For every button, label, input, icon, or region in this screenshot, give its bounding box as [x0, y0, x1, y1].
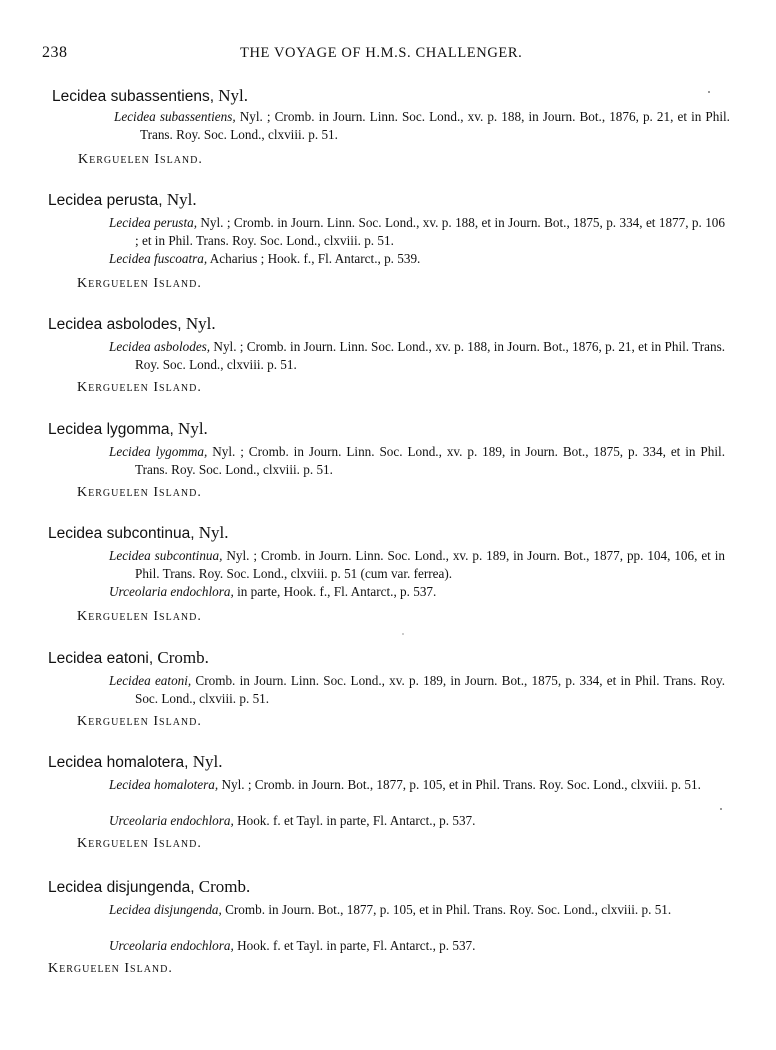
locality: Kerguelen Island.	[77, 276, 202, 291]
locality: Kerguelen Island.	[77, 380, 202, 395]
species-heading	[48, 190, 197, 210]
citation-text: Nyl. ; Cromb. in Journ. Linn. Soc. Lond., xv. p. 188, in Journ. Bot., 1876, p. 21, et in Phil. Trans. Roy. Soc. Lond., clxviii. p. 51.	[140, 109, 730, 142]
locality: Kerguelen Island.	[77, 609, 202, 624]
species-heading	[52, 86, 248, 106]
species-author: Nyl.	[194, 523, 229, 542]
scan-speck	[720, 808, 722, 810]
citation-text: Nyl. ; Cromb. in Journ. Bot., 1877, p. 105, et in Phil. Trans. Roy. Soc. Lond., clxviii. p. 51.	[218, 777, 701, 792]
species-name: Lecidea disjungenda,	[48, 879, 195, 896]
citation-text: Acharius ; Hook. f., Fl. Antarct., p. 539.	[207, 251, 421, 266]
citation-synonym: Lecidea subassentiens,	[114, 109, 236, 124]
citation	[109, 443, 725, 479]
species-name: Lecidea perusta,	[48, 192, 163, 209]
citation-synonym: Urceolaria endochlora,	[109, 813, 234, 828]
citation	[109, 338, 725, 374]
citation-text: Cromb. in Journ. Linn. Soc. Lond., xv. p. 189, in Journ. Bot., 1875, p. 334, et in Phil. Trans. Roy. Soc. Lond., clxviii. p. 51.	[135, 673, 725, 706]
species-author: Cromb.	[194, 877, 251, 896]
citation	[109, 214, 725, 250]
citation-synonym: Urceolaria endochlora,	[109, 938, 234, 953]
citation	[109, 672, 725, 708]
citation-synonym: Lecidea fuscoatra,	[109, 251, 208, 266]
species-author: Nyl.	[162, 190, 197, 209]
species-name: Lecidea eatoni,	[48, 650, 154, 667]
citation-synonym: Lecidea homalotera,	[109, 777, 219, 792]
species-heading	[48, 419, 208, 439]
citation	[109, 583, 725, 601]
species-author: Nyl.	[188, 752, 223, 771]
citation-text: Hook. f. et Tayl. in parte, Fl. Antarct., p. 537.	[233, 813, 476, 828]
locality: Kerguelen Island.	[77, 714, 202, 729]
citation-synonym: Urceolaria endochlora,	[109, 584, 234, 599]
citation-text: Hook. f. et Tayl. in parte, Fl. Antarct., p. 537.	[233, 938, 476, 953]
species-name: Lecidea lygomma,	[48, 421, 174, 438]
locality: Kerguelen Island.	[77, 836, 202, 851]
species-heading	[48, 314, 216, 334]
citation	[109, 901, 725, 919]
citation-synonym: Lecidea subcontinua,	[109, 548, 223, 563]
citation-synonym: Lecidea disjungenda,	[109, 902, 222, 917]
citation	[109, 812, 725, 830]
citation-text: in parte, Hook. f., Fl. Antarct., p. 537.	[233, 584, 437, 599]
species-heading	[48, 648, 209, 668]
citation-synonym: Lecidea asbolodes,	[109, 339, 211, 354]
species-author: Nyl.	[181, 314, 216, 333]
citation	[114, 108, 730, 144]
species-author: Nyl.	[214, 86, 249, 105]
species-author: Nyl.	[173, 419, 208, 438]
running-title: THE VOYAGE OF H.M.S. CHALLENGER.	[240, 45, 523, 61]
species-name: Lecidea asbolodes,	[48, 316, 182, 333]
citation-synonym: Lecidea perusta,	[109, 215, 197, 230]
locality: Kerguelen Island.	[78, 152, 203, 167]
citation-text: Nyl. ; Cromb. in Journ. Linn. Soc. Lond., xv. p. 188, in Journ. Bot., 1876, p. 21, et in Phil. Trans. Roy. Soc. Lond., clxviii. p. 51.	[135, 339, 725, 372]
scan-speck	[402, 633, 404, 635]
species-heading	[48, 523, 229, 543]
species-name: Lecidea subassentiens,	[52, 88, 215, 105]
locality: Kerguelen Island.	[77, 485, 202, 500]
citation-text: Nyl. ; Cromb. in Journ. Linn. Soc. Lond., xv. p. 188, et in Journ. Bot., 1875, p. 334, et 1877, p. 106 ; et in Phil. Trans. Roy. Soc. Lond., clxviii. p. 51.	[135, 215, 725, 248]
species-heading	[48, 877, 250, 897]
scan-speck	[708, 91, 710, 93]
locality: Kerguelen Island.	[48, 961, 173, 976]
citation-synonym: Lecidea lygomma,	[109, 444, 208, 459]
citation-synonym: Lecidea eatoni,	[109, 673, 192, 688]
citation-text: Nyl. ; Cromb. in Journ. Linn. Soc. Lond., xv. p. 189, in Journ. Bot., 1877, pp. 104, 106, et in Phil. Trans. Roy. Soc. Lond., clxviii. p. 51 (cum var. ferrea).	[135, 548, 725, 581]
species-author: Cromb.	[153, 648, 209, 667]
species-name: Lecidea subcontinua,	[48, 525, 195, 542]
page-number: 238	[42, 44, 68, 61]
citation	[109, 547, 725, 583]
citation	[109, 937, 725, 955]
citation-text: Cromb. in Journ. Bot., 1877, p. 105, et in Phil. Trans. Roy. Soc. Lond., clxviii. p. 51.	[221, 902, 672, 917]
citation	[109, 776, 725, 794]
species-name: Lecidea homalotera,	[48, 754, 189, 771]
citation-text: Nyl. ; Cromb. in Journ. Linn. Soc. Lond., xv. p. 189, in Journ. Bot., 1875, p. 334, et in Phil. Trans. Roy. Soc. Lond., clxviii. p. 51.	[135, 444, 725, 477]
citation	[109, 250, 725, 268]
species-heading	[48, 752, 222, 772]
